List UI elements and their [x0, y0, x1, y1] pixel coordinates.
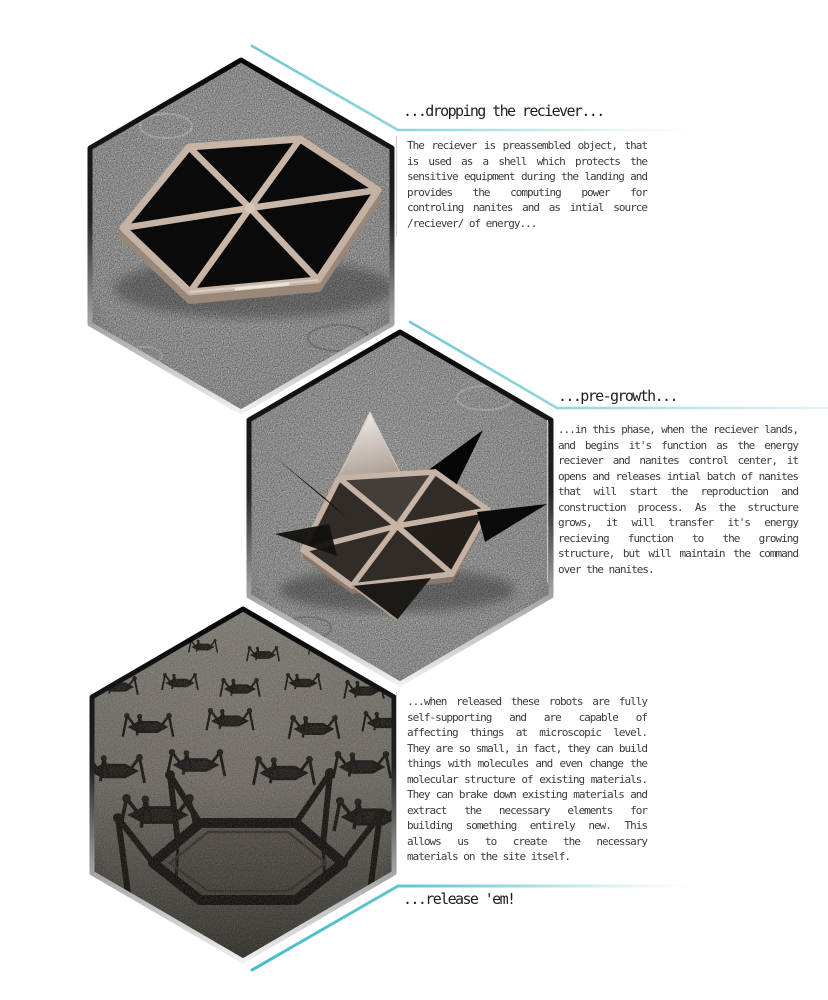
section-title-dropping-the-reciever: ...dropping the reciever... — [403, 102, 604, 120]
section-body-dropping-the-reciever: The reciever is preassembled object, that is used as a shell which protects the sensitive equipment during the landing and provides the computing power for controling nanites and as intial source /reciever/ of energy... — [396, 136, 647, 237]
section-title-pre-growth: ...pre-growth... — [558, 387, 677, 405]
section-title-release-em: ...release 'em! — [403, 890, 515, 908]
section-body-pre-growth: ...in this phase, when the reciever lands, and begins it's function as the energy reciever and nanites control center, it opens and releases intial batch of nanites that will start the reproduction and construction process. As the structure grows, it will transfer it's energy recieving function to the growing structure, but will maintain the command over the nanites. — [547, 420, 798, 583]
section-body-release-em: ...when released these robots are fully self-supporting and are capable of affecting things at microscopic level. They are so small, in fact, they can build things with molecules and even change the molecular structure of existing materials. They can brake down existing materials and extract the necessary elements for building something entirely new. This allows us to create the necessary materials on the site itself. — [396, 692, 647, 871]
